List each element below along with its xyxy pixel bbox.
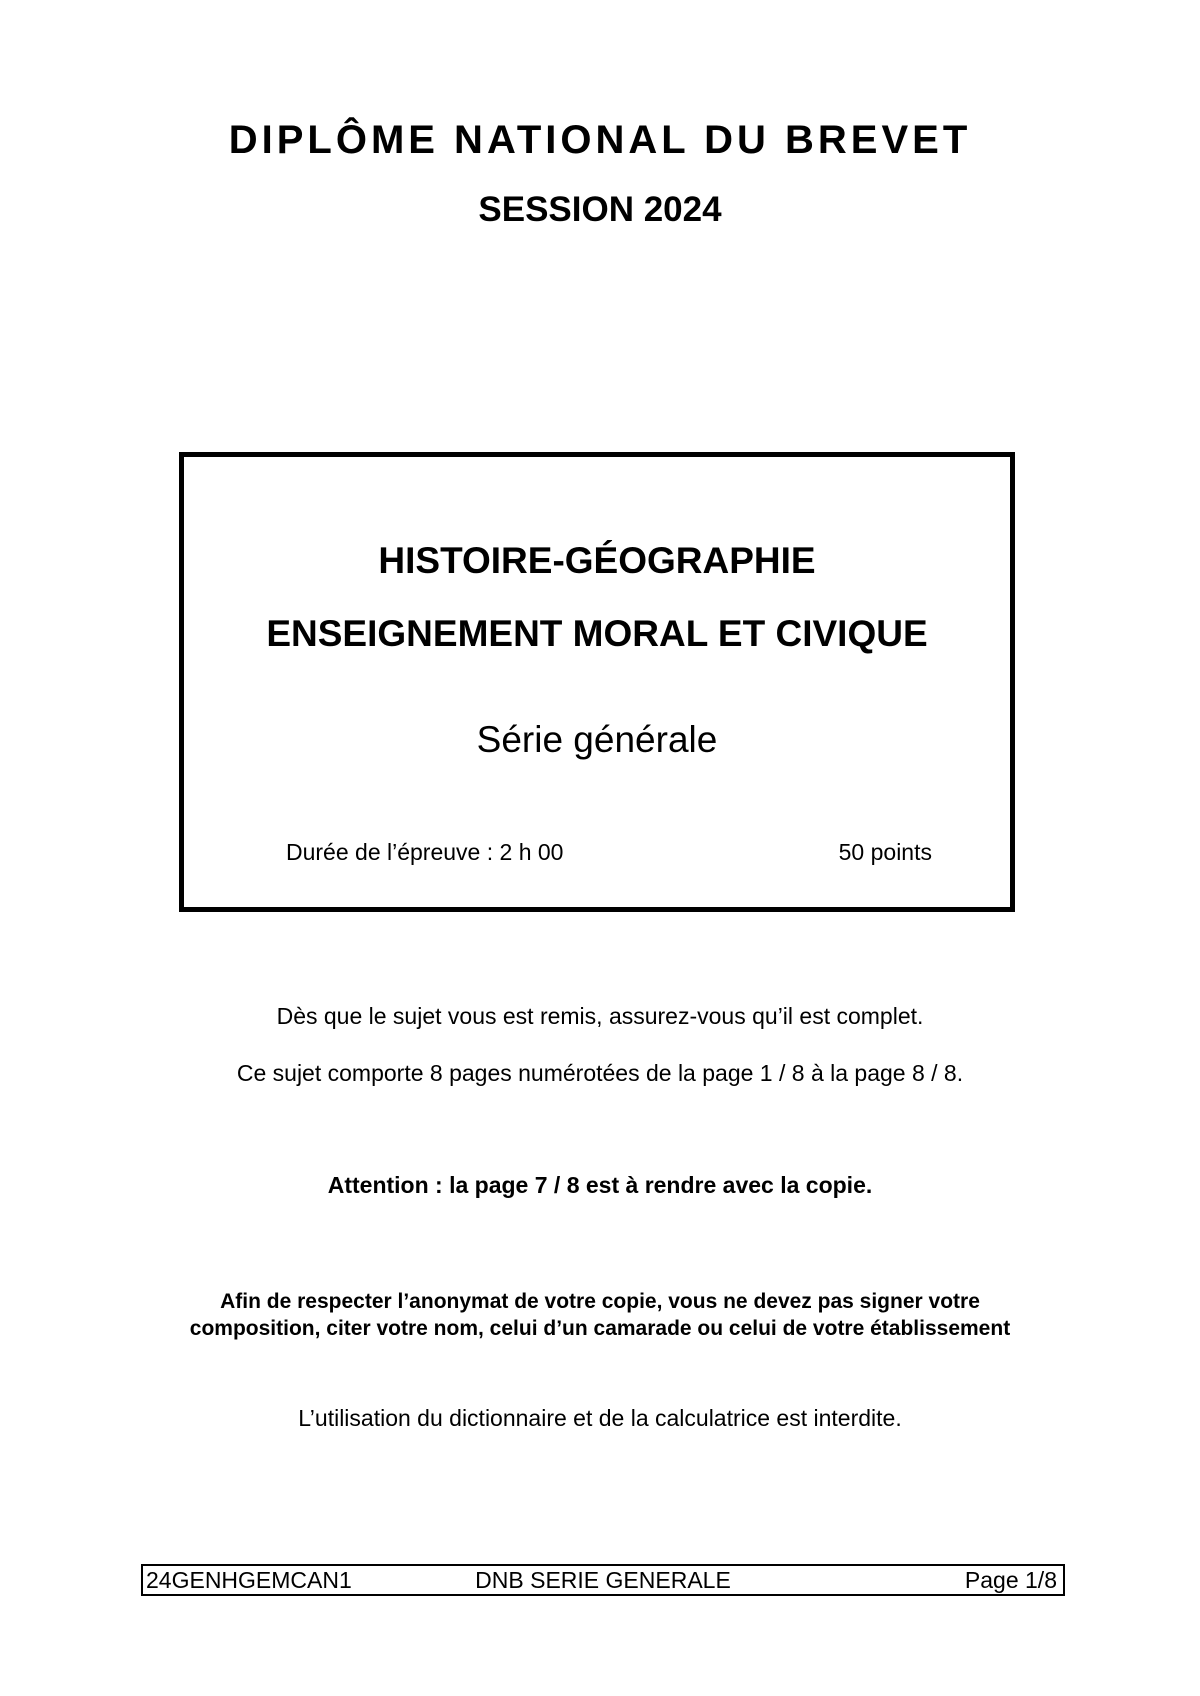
instruction-complete-check: Dès que le sujet vous est remis, assurez-vous qu’il est complet.	[276, 1003, 924, 1029]
exam-points: 50 points	[838, 839, 932, 865]
calculator-notice: L’utilisation du dictionnaire et de la calculatrice est interdite.	[298, 1405, 902, 1431]
instruction-page-count: Ce sujet comporte 8 pages numérotées de la page 1 / 8 à la page 8 / 8.	[236, 1060, 964, 1086]
anonymity-notice-line1: Afin de respecter l’anonymat de votre copie, vous ne devez pas signer votre	[220, 1290, 980, 1313]
footer-exam-label: DNB SERIE GENERALE	[475, 1567, 731, 1593]
exam-duration: Durée de l’épreuve : 2 h 00	[286, 839, 564, 865]
attention-notice: Attention : la page 7 / 8 est à rendre avec la copie.	[327, 1172, 873, 1198]
document-title: DIPLÔME NATIONAL DU BREVET	[228, 118, 972, 162]
exam-info-box	[179, 452, 1015, 912]
page-footer	[141, 1564, 1065, 1596]
footer-page-number: Page 1/8	[964, 1567, 1057, 1593]
subject-title-line1: HISTOIRE-GÉOGRAPHIE	[378, 540, 816, 581]
session-label: SESSION 2024	[478, 190, 722, 229]
serie-label: Série générale	[476, 719, 718, 760]
footer-exam-code: 24GENHGEMCAN1	[146, 1567, 352, 1593]
subject-title-line2: ENSEIGNEMENT MORAL ET CIVIQUE	[266, 613, 928, 654]
anonymity-notice-line2: composition, citer votre nom, celui d’un camarade ou celui de votre établissement	[189, 1317, 1011, 1340]
